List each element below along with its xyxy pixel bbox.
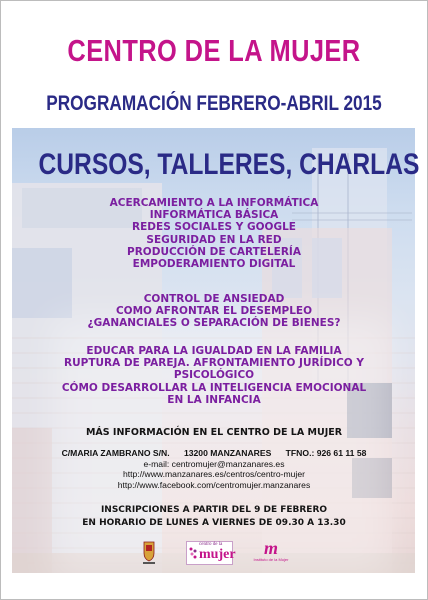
page-title: CENTRO DE LA MUJER [67,33,361,68]
registration-hours: EN HORARIO DE LUNES A VIERNES DE 09.30 A 13.30 [82,517,346,528]
course-item: REDES SOCIALES Y GOOGLE [132,221,296,234]
course-item: EN LA INFANCIA [167,393,261,406]
facebook-link[interactable]: http://www.facebook.com/centromujer.manzanares [117,479,311,490]
registration-date: INSCRIPCIONES A PARTIR DEL 9 DE FEBRERO [100,505,328,515]
course-item: ¿GANANCIALES O SEPARACIÓN DE BIENES? [87,317,341,330]
instituto-logo-mark: m [263,538,278,558]
course-item: ACERCAMIENTO A LA INFORMÁTICA [109,197,319,209]
email-link[interactable]: e-mail: centromujer@manzanares.es [143,459,285,469]
course-item: PSICOLÓGICO [173,369,255,382]
course-item: COMO AFRONTAR EL DESEMPLEO [115,305,313,318]
centro-logo-small-text: centro de la [199,542,223,547]
course-item: INFORMÁTICA BÁSICA [149,209,279,222]
centro-logo-big-text: mujer [199,547,236,562]
course-item: EMPODERAMIENTO DIGITAL [132,258,296,271]
course-item: SEGURIDAD EN LA RED [146,233,282,246]
more-info-heading: MÁS INFORMACIÓN EN EL CENTRO DE LA MUJER [85,427,343,438]
address-line: C/MARIA ZAMBRANO S/N. 13200 MANZANARES TFNO.: 926 61 11 58 [61,448,367,458]
course-item: CONTROL DE ANSIEDAD [143,293,285,305]
course-item: PRODUCCIÓN DE CARTELERÍA [127,245,301,258]
website-link[interactable]: http://www.manzanares.es/centros/centro-mujer [123,469,305,480]
course-item: CÓMO DESARROLLAR LA INTELIGENCIA EMOCIONAL [61,381,367,394]
course-item: RUPTURA DE PAREJA. AFRONTAMIENTO JURÍDICO Y [64,357,364,370]
course-item: EDUCAR PARA LA IGUALDAD EN LA FAMILIA [86,345,342,357]
program-subtitle: PROGRAMACIÓN FEBRERO-ABRIL 2015 [46,92,382,115]
instituto-logo-text: Instituto de la Mujer [253,557,289,562]
section-heading: CURSOS, TALLERES, CHARLAS [38,148,420,181]
